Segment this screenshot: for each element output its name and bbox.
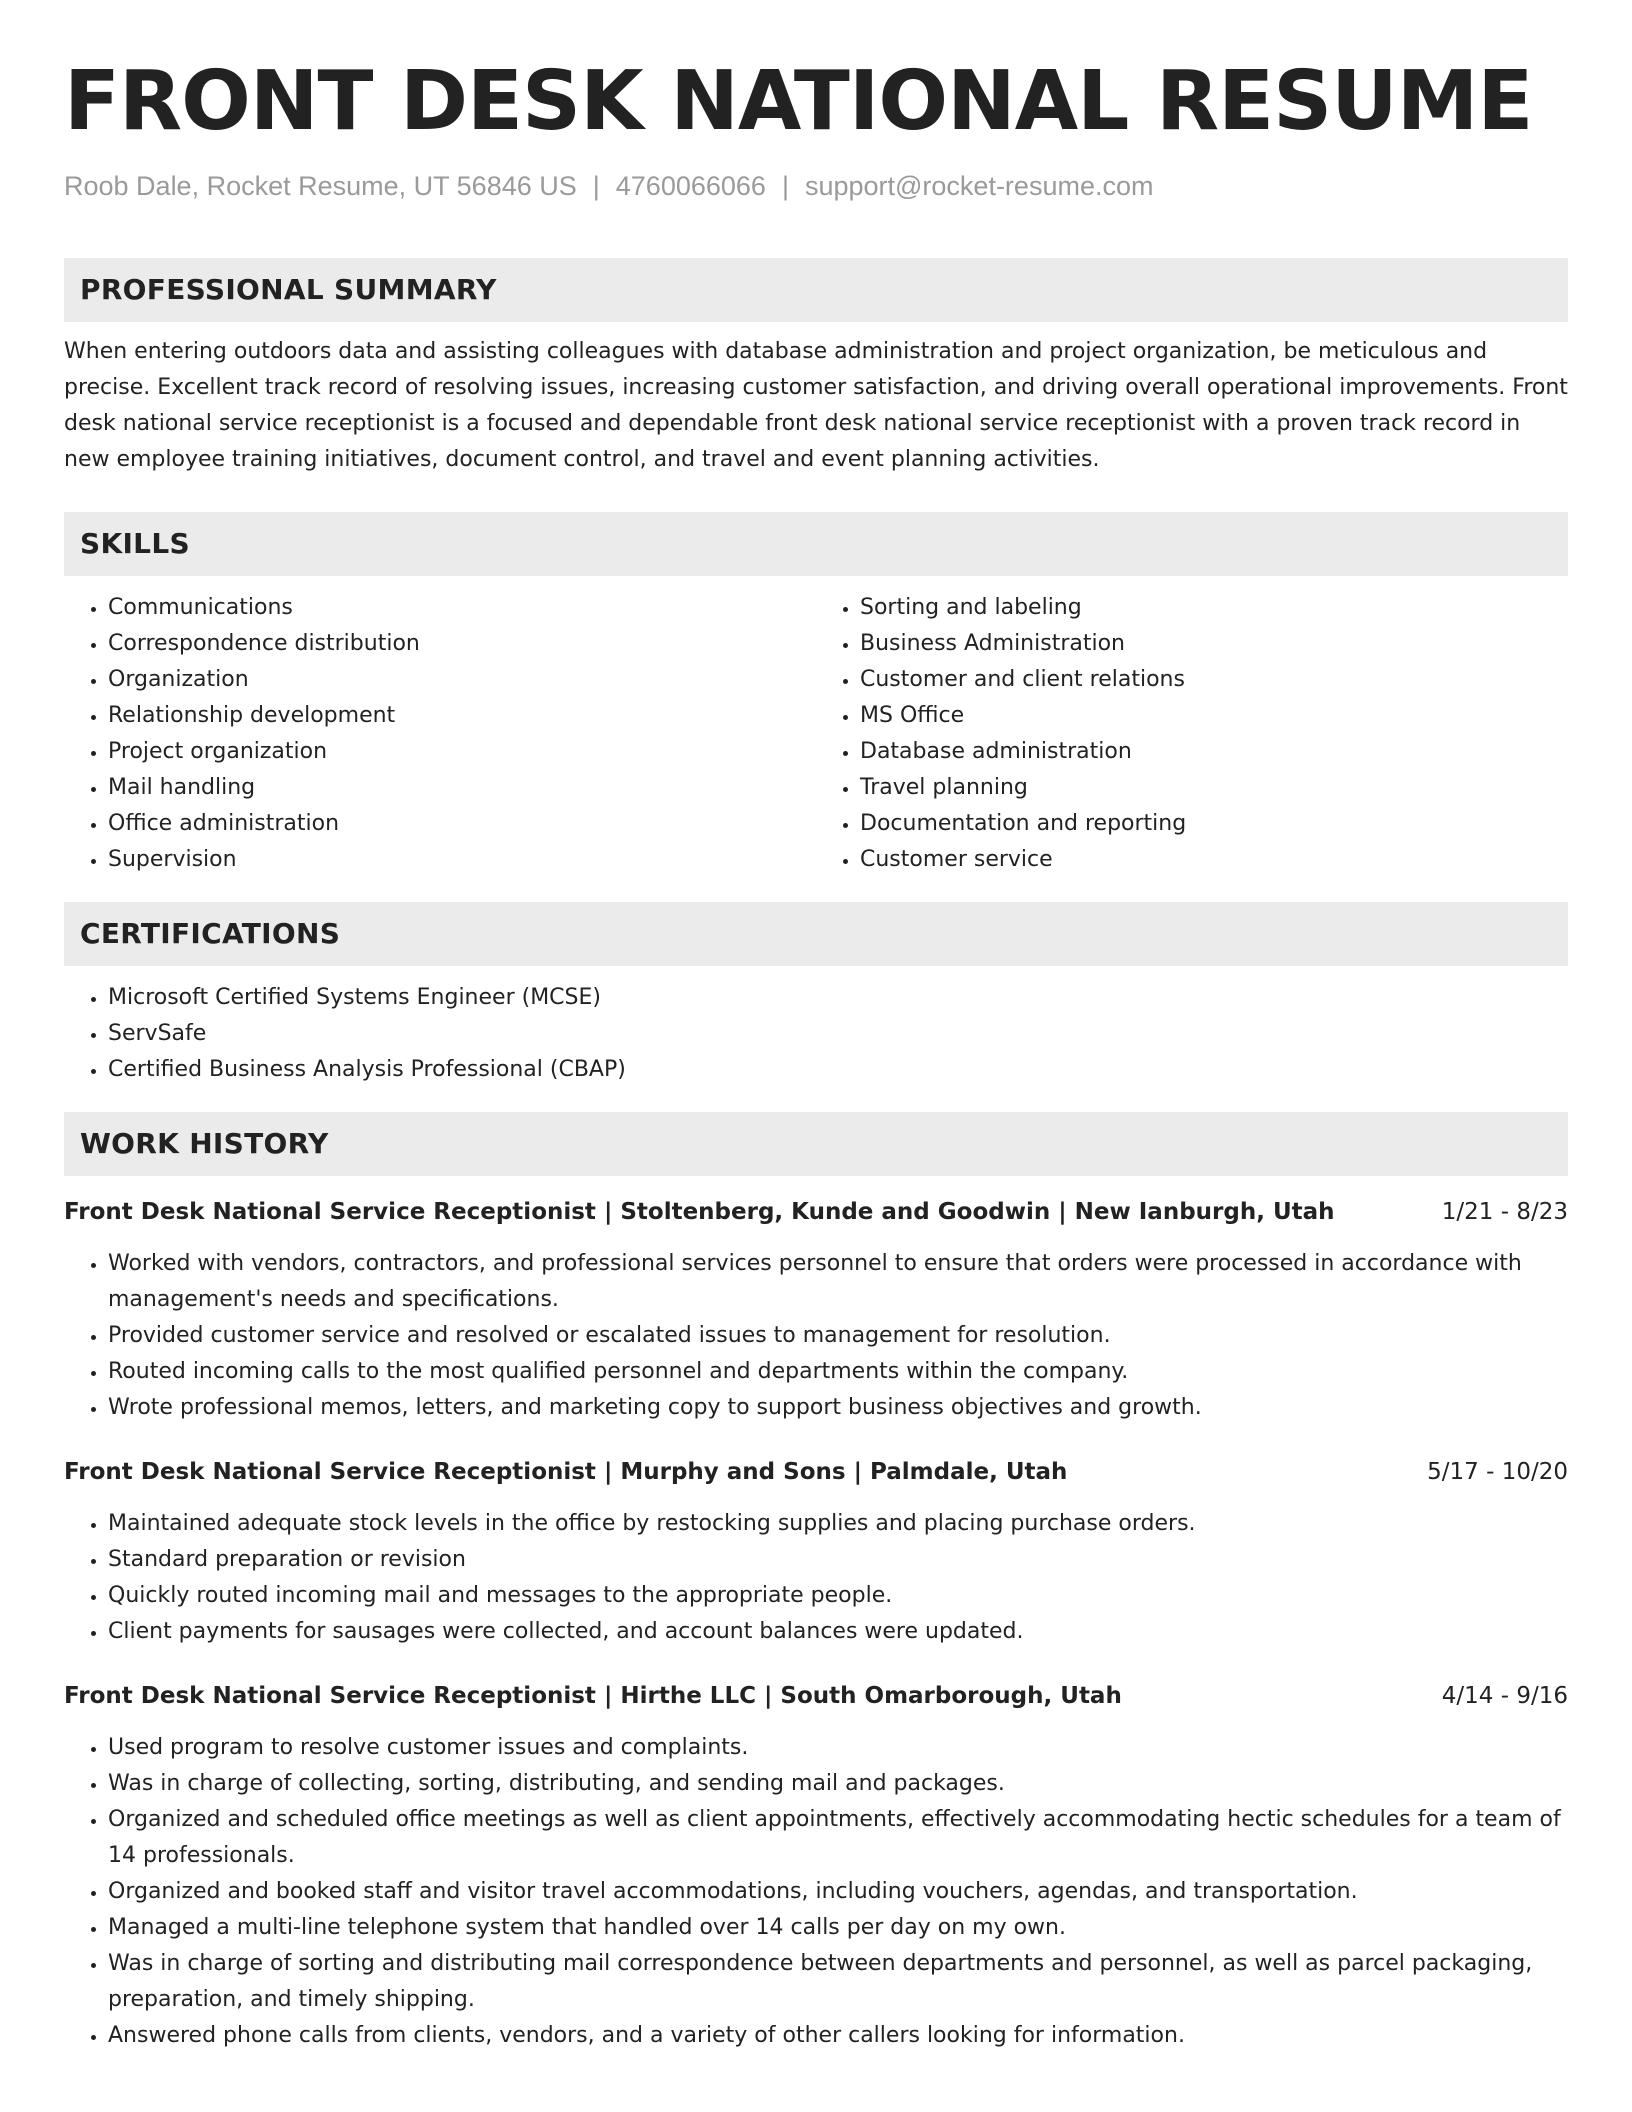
skill-item: • Correspondence distribution bbox=[108, 626, 816, 662]
skill-item: • Mail handling bbox=[108, 770, 816, 806]
skill-item: • Travel planning bbox=[860, 770, 1568, 806]
section-header-skills: SKILLS bbox=[64, 512, 1568, 576]
skill-item: • Sorting and labeling bbox=[860, 590, 1568, 626]
skill-item: • Project organization bbox=[108, 734, 816, 770]
contact-phone: 4760066066 bbox=[615, 171, 766, 201]
skill-item: • Documentation and reporting bbox=[860, 806, 1568, 842]
job-header bbox=[64, 1678, 1568, 1714]
job-dates: 1/21 - 8/23 bbox=[1441, 1199, 1568, 1225]
certification-item: • Microsoft Certified Systems Engineer (MCSE) bbox=[108, 980, 1568, 1016]
skill-item: • Relationship development bbox=[108, 698, 816, 734]
job-bullet: • Was in charge of collecting, sorting, distributing, and sending mail and packages. bbox=[108, 1766, 1568, 1802]
job-title: Front Desk National Service Receptionist | Murphy and Sons | Palmdale, Utah bbox=[64, 1459, 1068, 1485]
page-title: FRONT DESK NATIONAL RESUME bbox=[64, 54, 1533, 149]
section-header-certifications: CERTIFICATIONS bbox=[64, 902, 1568, 966]
skills-list-right bbox=[816, 590, 1568, 878]
job-dates: 4/14 - 9/16 bbox=[1441, 1683, 1568, 1709]
job-bullet-list bbox=[64, 1246, 1568, 1426]
job-entry bbox=[64, 1678, 1568, 2054]
job-bullet: • Wrote professional memos, letters, and marketing copy to support business objectives and growth. bbox=[108, 1390, 1568, 1426]
job-bullet-list bbox=[64, 1730, 1568, 2054]
skills-column-right bbox=[816, 590, 1568, 878]
job-bullet-list bbox=[64, 1506, 1568, 1650]
skill-item: • Customer and client relations bbox=[860, 662, 1568, 698]
job-bullet: • Answered phone calls from clients, vendors, and a variety of other callers looking for information. bbox=[108, 2018, 1568, 2054]
section-header-summary: PROFESSIONAL SUMMARY bbox=[64, 258, 1568, 322]
contact-separator: | bbox=[781, 171, 789, 201]
job-bullet: • Was in charge of sorting and distributing mail correspondence between departments and personnel, as well as parcel packaging, preparation, and timely shipping. bbox=[108, 1946, 1568, 2018]
job-bullet: • Managed a multi-line telephone system that handled over 14 calls per day on my own. bbox=[108, 1910, 1568, 1946]
job-bullet: • Used program to resolve customer issues and complaints. bbox=[108, 1730, 1568, 1766]
job-entry bbox=[64, 1194, 1568, 1426]
job-bullet: • Worked with vendors, contractors, and professional services personnel to ensure that orders were processed in accordance with management's needs and specifications. bbox=[108, 1246, 1568, 1318]
job-dates: 5/17 - 10/20 bbox=[1427, 1459, 1568, 1485]
job-title: Front Desk National Service Receptionist | Hirthe LLC | South Omarborough, Utah bbox=[64, 1683, 1122, 1709]
contact-email: support@rocket-resume.com bbox=[804, 171, 1154, 201]
skill-item: • Supervision bbox=[108, 842, 816, 878]
contact-line bbox=[64, 168, 1568, 204]
job-title: Front Desk National Service Receptionist | Stoltenberg, Kunde and Goodwin | New Ianburgh, Utah bbox=[64, 1199, 1335, 1225]
skill-item: • Communications bbox=[108, 590, 816, 626]
contact-address: Roob Dale, Rocket Resume, UT 56846 US bbox=[64, 171, 577, 201]
certifications-list bbox=[64, 980, 1568, 1088]
job-bullet: • Routed incoming calls to the most qualified personnel and departments within the company. bbox=[108, 1354, 1568, 1390]
job-bullet: • Provided customer service and resolved or escalated issues to management for resolution. bbox=[108, 1318, 1568, 1354]
skills-grid bbox=[64, 590, 1568, 878]
job-bullet: • Quickly routed incoming mail and messages to the appropriate people. bbox=[108, 1578, 1568, 1614]
skill-item: • Database administration bbox=[860, 734, 1568, 770]
job-bullet: • Maintained adequate stock levels in the office by restocking supplies and placing purchase orders. bbox=[108, 1506, 1568, 1542]
contact-separator: | bbox=[592, 171, 600, 201]
job-bullet: • Organized and scheduled office meetings as well as client appointments, effectively accommodating hectic schedules for a team of 14 professionals. bbox=[108, 1802, 1568, 1874]
skill-item: • Organization bbox=[108, 662, 816, 698]
skill-item: • Office administration bbox=[108, 806, 816, 842]
skills-list-left bbox=[64, 590, 816, 878]
job-bullet: • Client payments for sausages were collected, and account balances were updated. bbox=[108, 1614, 1568, 1650]
skill-item: • Business Administration bbox=[860, 626, 1568, 662]
certification-item: • ServSafe bbox=[108, 1016, 1568, 1052]
certification-item: • Certified Business Analysis Professional (CBAP) bbox=[108, 1052, 1568, 1088]
summary-text: When entering outdoors data and assisting colleagues with database administration and project organization, be meticulous and precise. Excellent track record of resolving issues, increasing customer satisfaction, and driving overall operational improvements. Front desk national service receptionist is a focused and dependable front desk national service receptionist with a proven track record in new employee training initiatives, document control, and travel and event planning activities. bbox=[64, 339, 1568, 472]
job-bullet: • Standard preparation or revision bbox=[108, 1542, 1568, 1578]
job-header bbox=[64, 1194, 1568, 1230]
skill-item: • Customer service bbox=[860, 842, 1568, 878]
skills-column-left bbox=[64, 590, 816, 878]
job-header bbox=[64, 1454, 1568, 1490]
job-bullet: • Organized and booked staff and visitor travel accommodations, including vouchers, agendas, and transportation. bbox=[108, 1874, 1568, 1910]
job-entry bbox=[64, 1454, 1568, 1650]
section-header-work-history: WORK HISTORY bbox=[64, 1112, 1568, 1176]
skill-item: • MS Office bbox=[860, 698, 1568, 734]
